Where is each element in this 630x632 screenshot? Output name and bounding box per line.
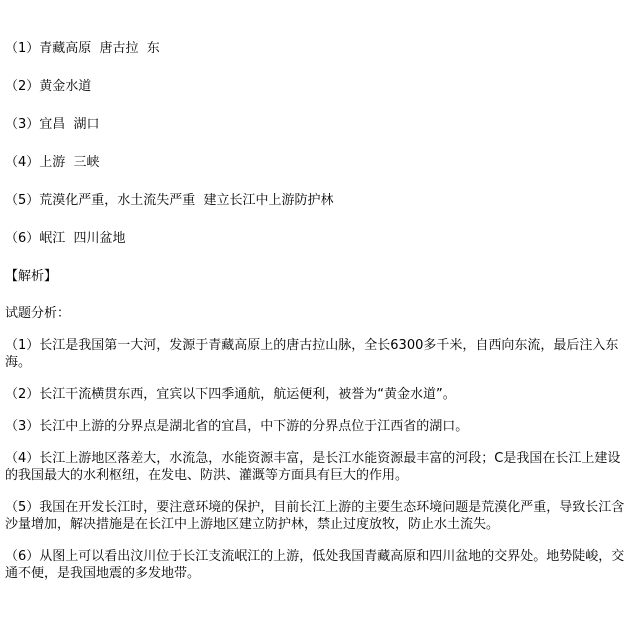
answer-line-2: （2）黄金水道 [5, 79, 92, 94]
analysis-paragraph-6: （6）从图上可以看出汶川位于长江支流岷江的上游，低处我国青藏高原和四川盆地的交界处。地势陡峻，交通不便，是我国地震的多发地带。 [5, 549, 625, 581]
analysis-paragraph-1: （1）长江是我国第一大河，发源于青藏高原上的唐古拉山脉，全长6300多千米，自西向东流，最后注入东海。 [5, 338, 619, 370]
answer-line-6: （6）岷江 四川盆地 [5, 231, 126, 246]
answer-line-4: （4）上游 三峡 [5, 155, 100, 170]
analysis-paragraph-2: （2）长江干流横贯东西，宜宾以下四季通航，航运便利，被誉为“黄金水道”。 [5, 387, 456, 402]
answer-line-1: （1）青藏高原 唐古拉 东 [5, 41, 160, 56]
analysis-paragraph-3: （3）长江中上游的分界点是湖北省的宜昌，中下游的分界点位于江西省的湖口。 [5, 419, 469, 434]
analysis-subheader: 试题分析： [5, 306, 71, 321]
answer-line-3: （3）宜昌 湖口 [5, 117, 100, 132]
answer-line-5: （5）荒漠化严重，水土流失严重 建立长江中上游防护林 [5, 193, 334, 208]
analysis-header: 【解析】 [5, 269, 58, 284]
analysis-paragraph-5: （5）我国在开发长江时，要注意环境的保护，目前长江上游的主要生态环境问题是荒漠化严重，导致长江含沙量增加，解决措施是在长江中上游地区建立防护林，禁止过度放牧，防止水土流失。 [5, 500, 625, 532]
analysis-paragraph-4: （4）长江上游地区落差大，水流急，水能资源丰富，是长江水能资源最丰富的河段；C是我国在长江上建设的我国最大的水利枢纽，在发电、防洪、灌溉等方面具有巨大的作用。 [5, 451, 621, 483]
